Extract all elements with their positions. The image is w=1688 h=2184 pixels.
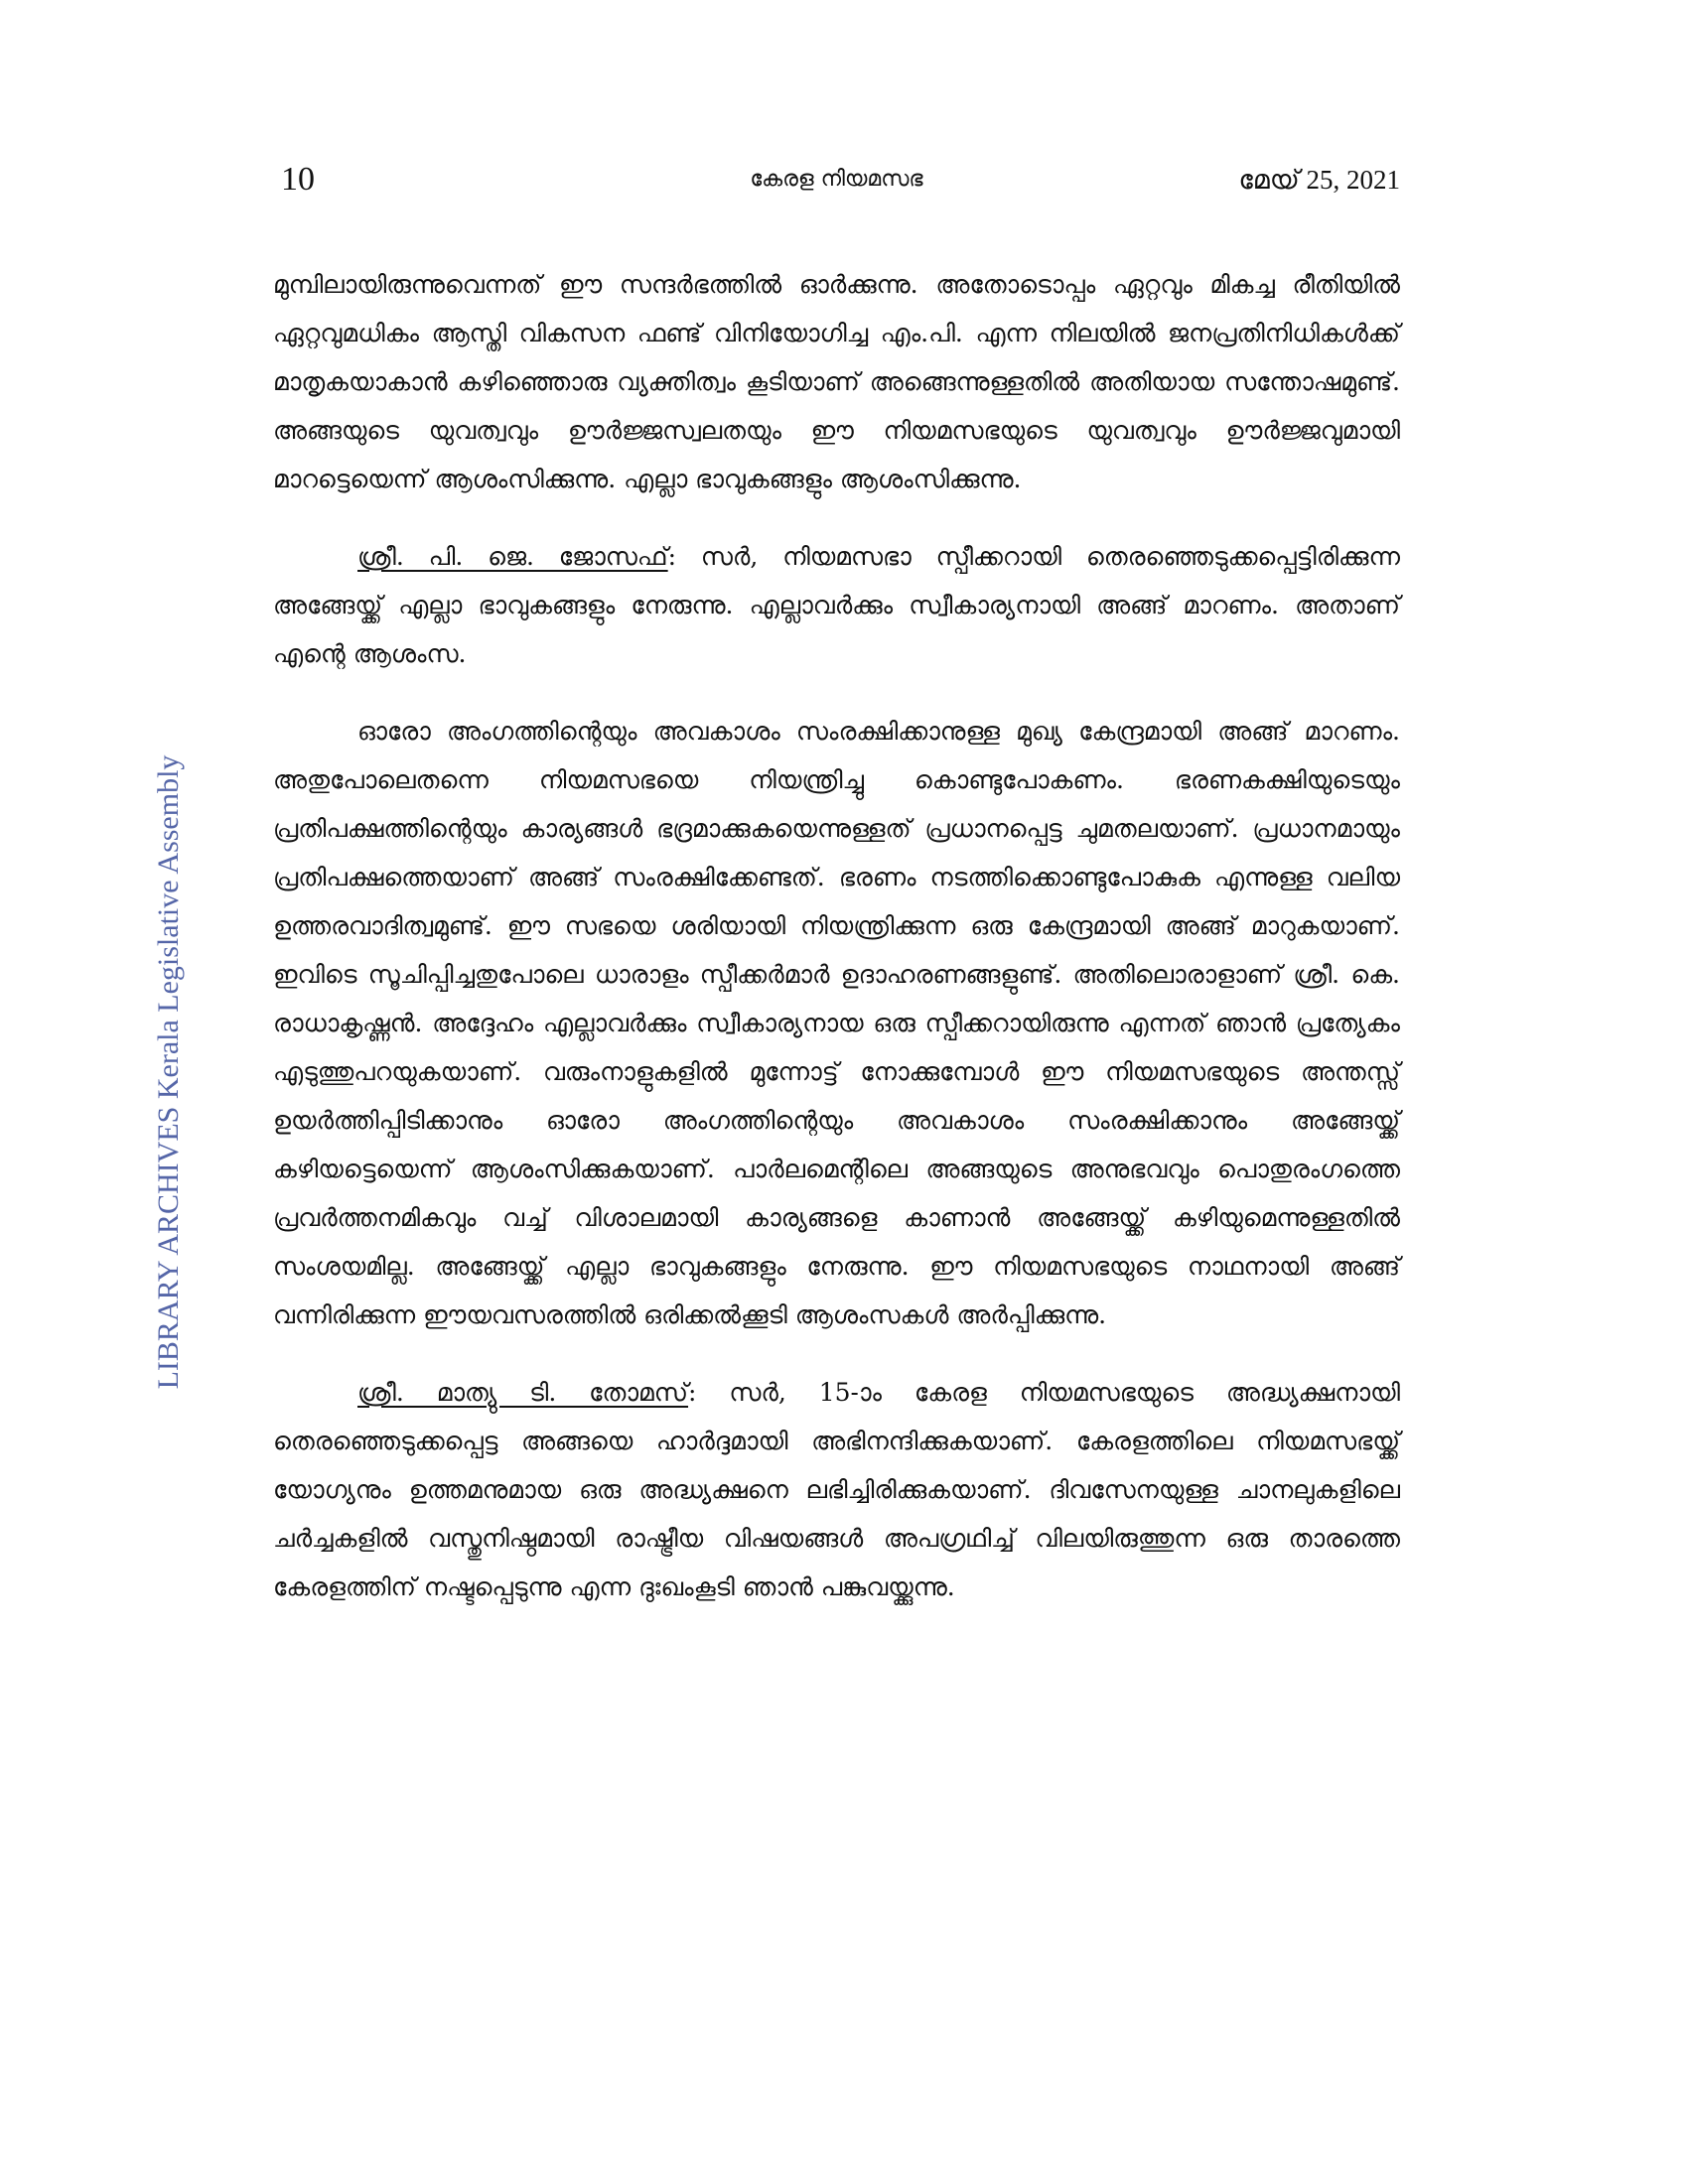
page-number: 10 — [281, 161, 315, 198]
header-date: മേയ് 25, 2021 — [1238, 165, 1400, 195]
running-title: കേരള നിയമസഭ — [750, 167, 923, 192]
paragraph-4 — [273, 1368, 1400, 1611]
speaker-name: ശ്രീ. പി. ജെ. ജോസഫ് — [357, 542, 668, 571]
archive-stamp: LIBRARY ARCHIVES Kerala Legislative Assembly — [152, 754, 185, 1390]
paragraph-3-text: ഓരോ അംഗത്തിന്റെയും അവകാശം സംരക്ഷിക്കാനുള്ള മുഖ്യ കേന്ദ്രമായി അങ്ങ് മാറണം. അതുപോലെതന്നെ നിയമസഭയെ നിയന്ത്രിച്ചു കൊണ്ടുപോകണം. ഭരണകക്ഷിയുടെയും പ്രതിപക്ഷത്തിന്റെയും കാര്യങ്ങൾ ഭദ്രമാക്കുകയെന്നുള്ളത് പ്രധാനപ്പെട്ട ചുമതലയാണ്. പ്രധാനമായും പ്രതിപക്ഷത്തെയാണ് അങ്ങ് സംരക്ഷിക്കേണ്ടത്. ഭരണം നടത്തിക്കൊണ്ടുപോകുക എന്നുള്ള വലിയ ഉത്തരവാദിത്വമുണ്ട്. ഈ സഭയെ ശരിയായി നിയന്ത്രിക്കുന്ന ഒരു കേന്ദ്രമായി അങ്ങ് മാറുകയാണ്. ഇവിടെ സൂചിപ്പിച്ചതുപോലെ ധാരാളം സ്പീക്കർമാർ ഉദാഹരണങ്ങളുണ്ട്. അതിലൊരാളാണ് ശ്രീ. കെ. രാധാകൃഷ്ണൻ. അദ്ദേഹം എല്ലാവർക്കും സ്വീകാര്യനായ ഒരു സ്പീക്കറായിരുന്നു എന്നത് ഞാൻ പ്രത്യേകം എടുത്തുപറയുകയാണ്. വരുംനാളുകളിൽ മുന്നോട്ട് നോക്കുമ്പോൾ ഈ നിയമസഭയുടെ അന്തസ്സ് ഉയർത്തിപ്പിടിക്കാനും ഓരോ അംഗത്തിന്റെയും അവകാശം സംരക്ഷിക്കാനും അങ്ങേയ്ക്ക് കഴിയട്ടെയെന്ന് ആശംസിക്കുകയാണ്. പാർലമെന്റിലെ അങ്ങയുടെ അനുഭവവും പൊതുരംഗത്തെ പ്രവർത്തനമികവും വച്ച് വിശാലമായി കാര്യങ്ങളെ കാണാൻ അങ്ങേയ്ക്ക് കഴിയുമെന്നുള്ളതിൽ സംശയമില്ല. അങ്ങേയ്ക്ക് എല്ലാ ഭാവുകങ്ങളും നേരുന്നു. ഈ നിയമസഭയുടെ നാഥനായി അങ്ങ് വന്നിരിക്കുന്ന ഈയവസരത്തിൽ ഒരിക്കൽക്കൂടി ആശംസകൾ അർപ്പിക്കുന്നു. — [273, 717, 1400, 1329]
paragraph-4-text: : സർ, 15-ാം കേരള നിയമസഭയുടെ അദ്ധ്യക്ഷനായി തെരഞ്ഞെടുക്കപ്പെട്ട അങ്ങയെ ഹാർദ്ദമായി അഭിനന്ദിക്കുകയാണ്. കേരളത്തിലെ നിയമസഭയ്ക്ക് യോഗ്യനും ഉത്തമനുമായ ഒരു അദ്ധ്യക്ഷനെ ലഭിച്ചിരിക്കുകയാണ്. ദിവസേനയുള്ള ചാനലുകളിലെ ചർച്ചകളിൽ വസ്തുനിഷ്ഠമായി രാഷ്ട്രീയ വിഷയങ്ങൾ അപഗ്രഥിച്ച് വിലയിരുത്തുന്ന ഒരു താരത്തെ കേരളത്തിന് നഷ്ടപ്പെടുന്നു എന്ന ദുഃഖംകൂടി ഞാൻ പങ്കുവയ്ക്കുന്നു. — [273, 1378, 1400, 1601]
document-body — [273, 260, 1400, 1640]
paragraph-3 — [273, 707, 1400, 1339]
paragraph-1 — [273, 260, 1400, 503]
paragraph-2 — [273, 532, 1400, 678]
speaker-name: ശ്രീ. മാത്യു ടി. തോമസ് — [357, 1378, 689, 1407]
paragraph-1-text: മുമ്പിലായിരുന്നുവെന്നത് ഈ സന്ദർഭത്തിൽ ഓർക്കുന്നു. അതോടൊപ്പം ഏറ്റവും മികച്ച രീതിയിൽ ഏറ്റവുമധികം ആസ്തി വികസന ഫണ്ട് വിനിയോഗിച്ച എം.പി. എന്ന നിലയിൽ ജനപ്രതിനിധികൾക്ക് മാതൃകയാകാൻ കഴിഞ്ഞൊരു വ്യക്തിത്വം കൂടിയാണ് അങ്ങെന്നുള്ളതിൽ അതിയായ സന്തോഷമുണ്ട്. അങ്ങയുടെ യുവത്വവും ഊർജ്ജസ്വലതയും ഈ നിയമസഭയുടെ യുവത്വവും ഊർജ്ജവുമായി മാറട്ടെയെന്ന് ആശംസിക്കുന്നു. എല്ലാ ഭാവുകങ്ങളും ആശംസിക്കുന്നു. — [273, 270, 1400, 493]
page-header — [273, 161, 1400, 201]
paragraph-2-text: : സർ, നിയമസഭാ സ്പീക്കറായി തെരഞ്ഞെടുക്കപ്പെട്ടിരിക്കുന്ന അങ്ങേയ്ക്ക് എല്ലാ ഭാവുകങ്ങളും നേരുന്നു. എല്ലാവർക്കും സ്വീകാര്യനായി അങ്ങ് മാറണം. അതാണ് എന്റെ ആശംസ. — [273, 542, 1400, 668]
